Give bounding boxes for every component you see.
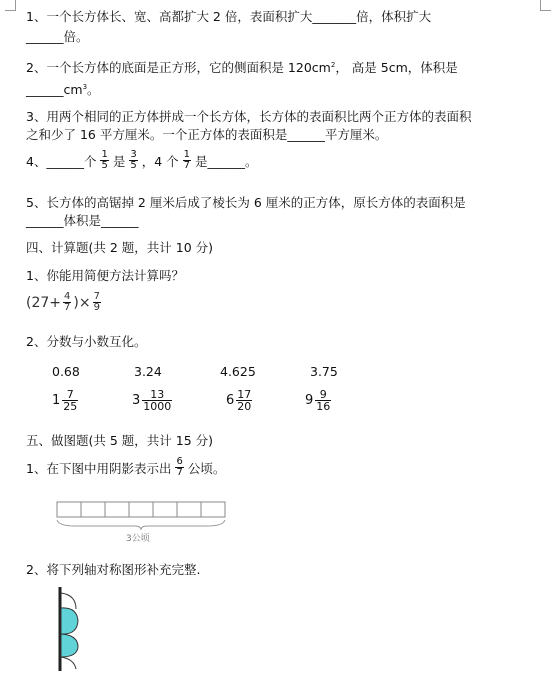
q3-line2: 之和少了 16 平方厘米。一个正方体的表面积是______平方厘米。 (26, 127, 388, 142)
mixed-fraction-1 (132, 389, 174, 412)
q4-text-4: 是______。 (195, 153, 258, 169)
q4-f1-den: 5 (101, 160, 108, 171)
draw1-f-num: 6 (176, 456, 183, 467)
calc1-fb-den: 9 (93, 302, 100, 313)
mf3-den: 16 (316, 400, 331, 413)
q2-sup: 2 (330, 60, 336, 69)
calc1-question: 1、你能用简便方法计算吗？ (26, 268, 184, 283)
calc1-fraction-b (93, 292, 101, 313)
q4-text-1: 4、______个 (26, 153, 97, 169)
q4-fraction-1 (100, 150, 108, 171)
bar-outline (57, 502, 225, 517)
draw1-fraction (175, 457, 183, 478)
q4-text-2: 是 (112, 153, 126, 169)
q4-f2-num: 3 (130, 149, 137, 160)
calc1-fa-den: 7 (64, 302, 71, 313)
decimal-3: 3.75 (310, 364, 338, 379)
bar-label: 3公顷 (126, 534, 150, 544)
mixed-fraction-0 (52, 389, 80, 412)
symmetric-figure-drawing[interactable] (50, 585, 110, 675)
page-corner-mark-left (5, 0, 16, 11)
draw1-line (26, 457, 225, 478)
mf0-den: 25 (63, 400, 78, 413)
shape-bottom-arc (61, 657, 76, 669)
q4-f2-den: 5 (130, 160, 137, 171)
q2-line2-a: ______cm (26, 82, 83, 97)
mf0-num: 7 (66, 388, 74, 401)
q4-f3-den: 7 (183, 160, 191, 171)
q5-line2: ______体积是______ (26, 213, 139, 228)
q2-line1 (26, 58, 458, 76)
draw1-text-2: 公顷。 (187, 460, 226, 476)
calc1-close: )× (73, 294, 91, 311)
section-4-title: 四、计算题(共 2 题，共计 10 分) (26, 240, 214, 255)
calc2-question: 2、分数与小数互化。 (26, 334, 147, 349)
mf3-frac (315, 389, 331, 412)
mf0-frac (62, 389, 78, 412)
shape-mid-lobe (61, 608, 78, 634)
mf2-frac (236, 389, 252, 412)
shape-low-lobe (61, 634, 78, 657)
q2-line2 (26, 80, 100, 98)
mf0-whole: 1 (52, 393, 61, 408)
section-5-title: 五、做图题(共 5 题，共计 15 分) (26, 433, 214, 448)
calc1-fb-num: 7 (93, 291, 100, 302)
q2-sup3: 3 (82, 82, 88, 91)
mf1-frac (142, 389, 172, 412)
page-corner-mark-right (540, 0, 551, 11)
mf1-whole: 3 (132, 393, 141, 408)
q1-line1: 1、一个长方体长、宽、高都扩大 2 倍，表面积扩大_______倍，体积扩大 (26, 9, 432, 24)
mf2-whole: 6 (226, 393, 235, 408)
draw1-text-1: 1、在下图中用阴影表示出 (26, 460, 172, 476)
decimal-0: 0.68 (52, 364, 80, 379)
q4-f3-num: 1 (183, 149, 191, 160)
mf3-whole: 9 (305, 393, 314, 408)
mf1-den: 1000 (143, 400, 172, 413)
mixed-fraction-2 (226, 389, 254, 412)
shape-top-arc (61, 593, 76, 609)
mixed-fraction-3 (305, 389, 333, 412)
q2-line2-b: 。 (87, 82, 100, 97)
q4-fraction-2 (129, 150, 137, 171)
q1-line2: ______倍。 (26, 29, 89, 44)
calc1-fraction-a (63, 292, 71, 313)
draw2-question: 2、将下列轴对称图形补充完整. (26, 562, 201, 577)
q4-text-3: ，4 个 (141, 153, 179, 169)
decimal-1: 3.24 (134, 364, 162, 379)
q3-line1: 3、用两个相同的正方体拼成一个长方体，长方体的表面积比两个正方体的表面积 (26, 109, 472, 124)
q2-text-a: 2、一个长方体的底面是正方形，它的侧面积是 120cm (26, 60, 331, 75)
calc1-fa-num: 4 (64, 291, 71, 302)
draw1-f-den: 7 (176, 467, 183, 478)
mf2-num: 17 (237, 388, 252, 401)
q4-fraction-3 (183, 150, 191, 171)
q4-line (26, 150, 258, 171)
decimal-2: 4.625 (220, 364, 256, 379)
bar-brace (57, 520, 225, 530)
mf3-num: 9 (319, 388, 327, 401)
q2-text-b: ， 高是 5cm，体积是 (335, 60, 458, 75)
mf2-den: 20 (237, 400, 252, 413)
calc1-expression (26, 292, 103, 313)
calc1-open: (27+ (26, 294, 62, 311)
q5-line1: 5、长方体的高锯掉 2 厘米后成了棱长为 6 厘米的正方体，原长方体的表面积是 (26, 195, 466, 210)
q4-f1-num: 1 (101, 149, 108, 160)
mf1-num: 13 (150, 388, 165, 401)
